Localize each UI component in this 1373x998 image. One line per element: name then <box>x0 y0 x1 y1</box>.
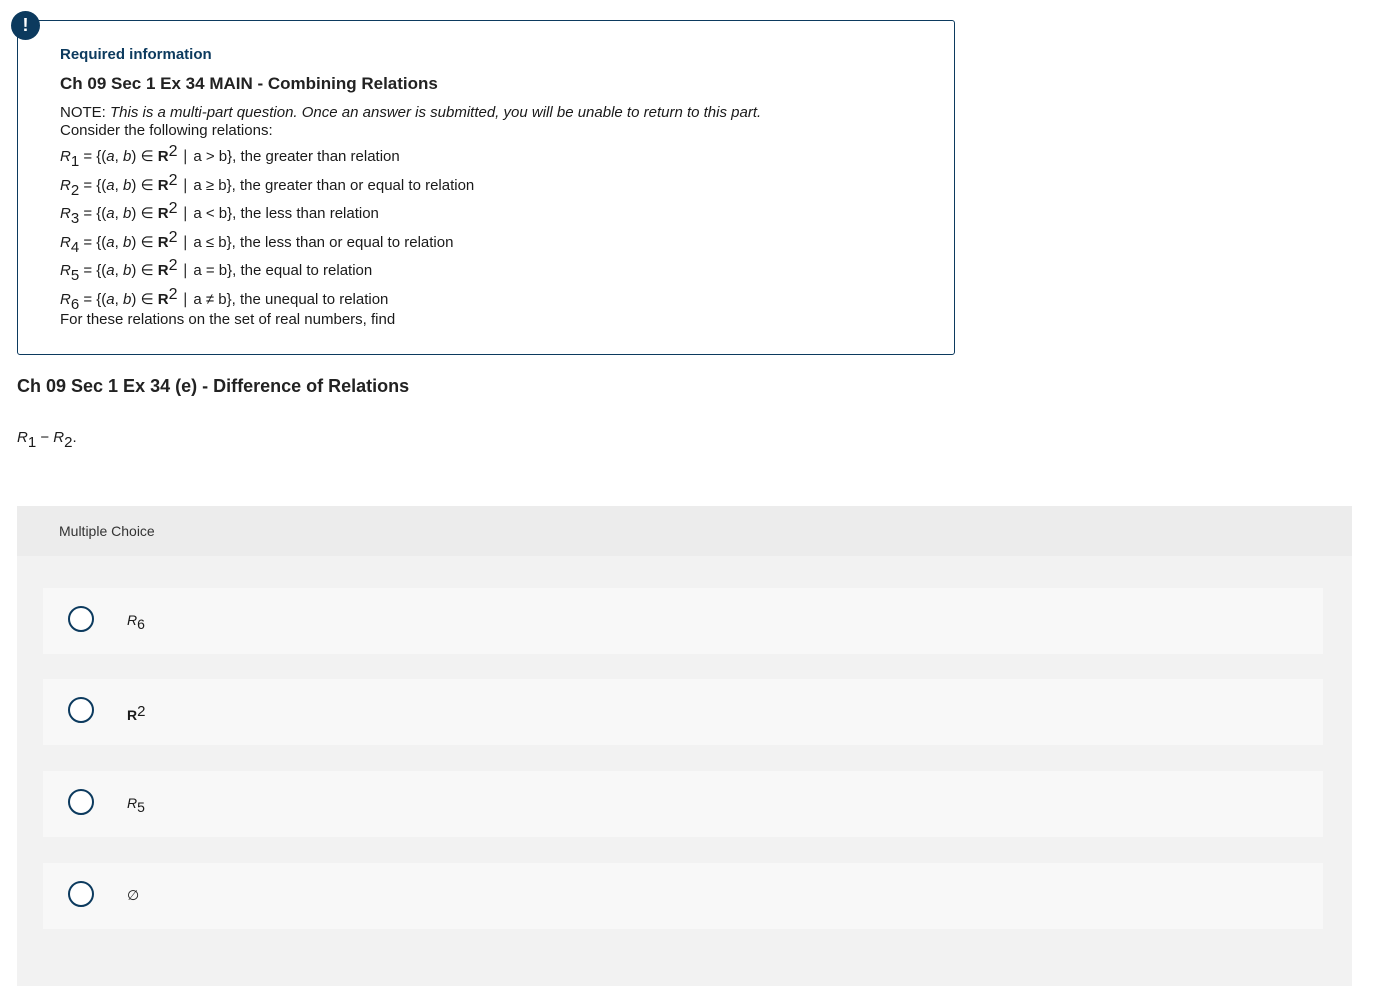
option-r6[interactable] <box>43 588 1323 654</box>
option-label: $R^2$ <box>127 703 146 723</box>
option-label: $R_5$ <box>127 795 145 815</box>
option-empty-set[interactable] <box>43 863 1323 929</box>
relation-r5: $R_5 = \{(a$, b) ∈ $R^2$ ∣ a = b}, the equal to relation <box>60 257 373 284</box>
option-r-squared[interactable] <box>43 679 1323 745</box>
relation-r4: $R_4 = \{(a$, b) ∈ $R^2$ ∣ a ≤ b}, the less than or equal to relation <box>60 229 454 256</box>
radio-button[interactable] <box>68 606 94 632</box>
consider-text: Consider the following relations: <box>60 122 273 139</box>
relation-r1: $R_1 = \{(a$, b) ∈ $R^2$ ∣ a > b}, the greater than relation <box>60 143 400 170</box>
radio-button[interactable] <box>68 881 94 907</box>
option-label: ∅ <box>127 887 140 903</box>
relation-r6: $R_6 = \{(a$, b) ∈ $R^2$ ∣ a ≠ b}, the unequal to relation <box>60 286 389 313</box>
note: NOTE: This is a multi-part question. Once an answer is submitted, you will be unable to return to this part. <box>60 104 762 121</box>
relation-r3: $R_3 = \{(a$, b) ∈ $R^2$ ∣ a < b}, the less than relation <box>60 200 379 227</box>
multiple-choice-panel <box>17 506 1352 986</box>
options-list <box>17 556 1352 986</box>
main-title: Ch 09 Sec 1 Ex 34 MAIN - Combining Relations <box>60 74 438 93</box>
relation-r2: $R_2 = \{(a$, b) ∈ $R^2$ ∣ a ≥ b}, the greater than or equal to relation <box>60 172 475 199</box>
option-r5[interactable] <box>43 771 1323 837</box>
multiple-choice-header <box>17 506 1352 556</box>
radio-button[interactable] <box>68 789 94 815</box>
part-title: Ch 09 Sec 1 Ex 34 (e) - Difference of Relations <box>17 376 410 396</box>
find-text: For these relations on the set of real numbers, find <box>60 311 396 328</box>
option-label: $R_6$ <box>127 612 145 632</box>
radio-button[interactable] <box>68 697 94 723</box>
required-info-label: Required information <box>60 46 212 63</box>
question-expression: $R_1 - R_2$. <box>17 429 77 451</box>
required-info-box <box>17 20 955 355</box>
alert-icon: ! <box>11 11 40 40</box>
multiple-choice-label: Multiple Choice <box>59 523 155 539</box>
